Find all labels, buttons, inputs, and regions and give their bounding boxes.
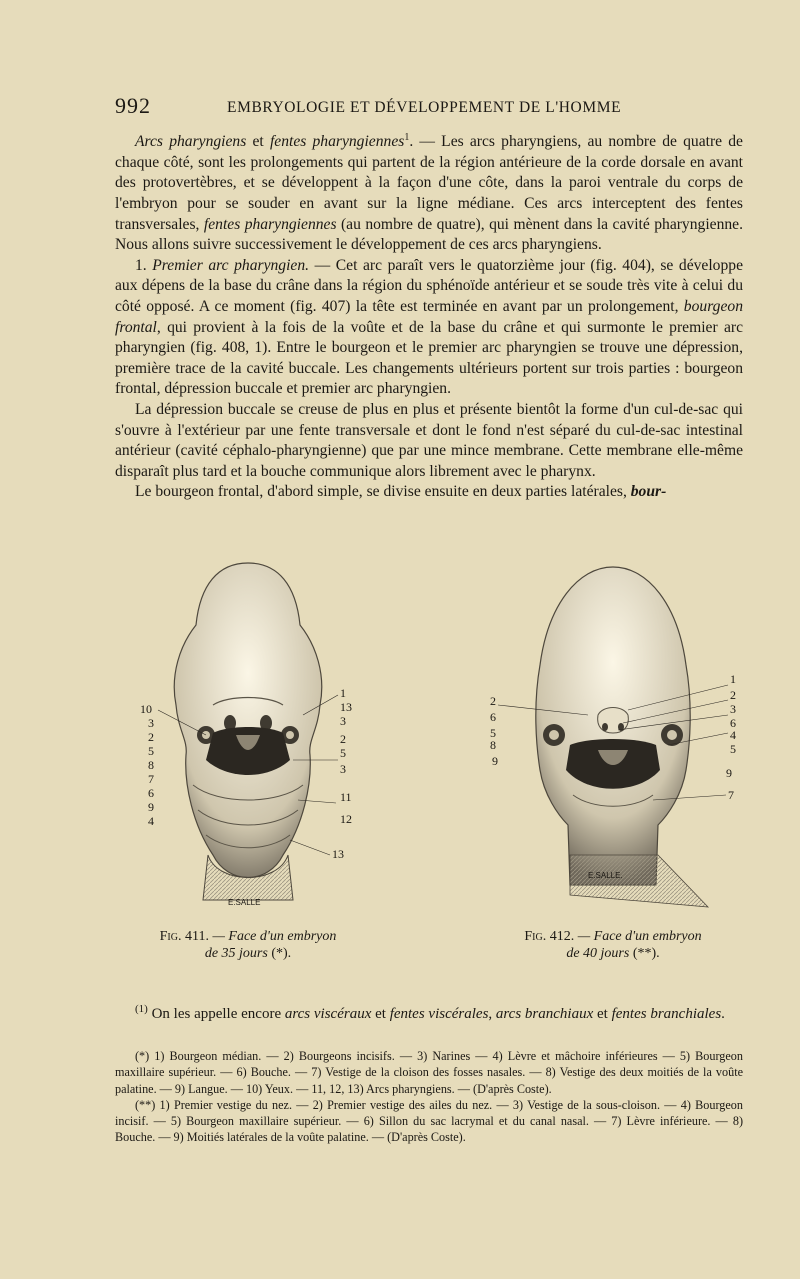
body-text (115, 128, 743, 503)
figure-label: 13 (332, 847, 344, 861)
figure-label: 6 (148, 786, 154, 800)
figure-label: 2 (340, 732, 346, 746)
caption-ref: (**). (629, 946, 660, 961)
figure-label: 2 (148, 730, 154, 744)
section-number: 1. (135, 256, 153, 274)
term-bour: bour- (630, 483, 667, 501)
figure-legends (115, 1048, 743, 1146)
term-fentes: fentes pharyngiennes (269, 133, 405, 151)
caption-text: de 35 jours (204, 946, 268, 961)
caption-ref: (*). (267, 946, 292, 961)
figure-label: 8 (490, 738, 496, 752)
text: (au nombre de quatre), qui mènent dans la cavité pharyngienne. Nous allons suivre successivement le développement de ces arcs pharyngiens. (115, 215, 743, 254)
figures-row (118, 555, 748, 975)
term: fentes viscérales (389, 1006, 489, 1022)
figure-label: 3 (340, 714, 346, 728)
text: , (488, 1006, 496, 1022)
term-fentes-2: fentes pharyngiennes (203, 215, 337, 233)
footnote-ref: 1 (404, 132, 410, 143)
page-number: 992 (115, 93, 151, 118)
figure-label: 10 (140, 702, 152, 716)
paragraph-arcs (115, 128, 743, 256)
figure-label: 2 (490, 694, 496, 708)
running-title: EMBRYOLOGIE ET DÉVELOPPEMENT DE L'HOMME (227, 99, 622, 116)
figure-label: 13 (340, 700, 352, 714)
caption-text: de 40 jours (566, 946, 630, 961)
figure-label: 1 (730, 672, 736, 686)
page-header (115, 93, 745, 121)
term: arcs viscéraux (284, 1006, 372, 1022)
figure-412 (478, 555, 748, 961)
figure-label: 12 (340, 812, 352, 826)
figure-label: 3 (148, 716, 154, 730)
term: arcs branchiaux (495, 1006, 594, 1022)
text: . (721, 1006, 725, 1022)
section-title: Premier arc pharyngien. (152, 256, 310, 274)
figure-label: 6 (730, 716, 736, 730)
figure-label: 5 (148, 744, 154, 758)
artist-signature: E.SALLE (228, 898, 261, 907)
term-arcs: Arcs pharyngiens (135, 133, 247, 151)
term-bourgeon-frontal: bourgeon frontal (115, 297, 743, 336)
text: et (593, 1006, 612, 1022)
figure-label: 4 (730, 728, 736, 742)
figure-label: 9 (726, 766, 732, 780)
figure-label: 9 (148, 800, 154, 814)
figure-label: 9 (492, 754, 498, 768)
legend-411: (*) 1) Bourgeon médian. — 2) Bourgeons incisifs. — 3) Narines — 4) Lèvre et mâchoire inférieures — 5) Bourgeon maxillaire supérieur. — 6) Bouche. — 7) Vestige de la cloison des fosses nasales. — 8) Vestige des deux moitiés de la voûte palatine. — 9) Langue. — 10) Yeux. — 11, 12, 13) Arcs pharyngiens. — (D'après Coste). (115, 1049, 743, 1096)
paragraph-depression: La dépression buccale se creuse de plus en plus et présente bientôt la forme d'un cul-de-sac qui s'ouvre à l'extérieur par une fente transversale et dont le fond n'est séparé du cul-de-sac intestinal antérieur (cavité céphalo-pharyngienne) que par une mince membrane. Cette membrane elle-même disparaît plus tard et la bouche communique alors librement avec le pharynx. (115, 400, 743, 480)
figure-number: Fig. 412. (524, 929, 575, 944)
figure-label: 1 (340, 686, 346, 700)
figure-label: 3 (340, 762, 346, 776)
paragraph-bourgeon (115, 482, 743, 503)
legend-412: (**) 1) Premier vestige du nez. — 2) Premier vestige des ailes du nez. — 3) Vestige de la sous-cloison. — 4) Bourgeon incisif. — 5) Bourgeon maxillaire supérieur. — 6) Sillon du sac lacrymal et du canal nasal. — 7) Lèvre inférieure. — 8) Bouche. — 9) Moitiés latérales de la voûte palatine. — (D'après Coste). (115, 1097, 743, 1145)
text: et (371, 1006, 390, 1022)
figure-412-caption (478, 928, 748, 962)
embryo-face-35-days-illustration (118, 555, 378, 925)
text: — Cet arc paraît vers le quatorzième jour (fig. 404), se développe aux dépens de la base du crâne dans la région du sphénoïde antérieur et se soude très vite à celui du côté opposé. A ce moment (fig. 407) la tête est terminée en avant par un prolongement, (115, 256, 743, 315)
figure-label: 4 (148, 814, 154, 828)
figure-label: 3 (730, 702, 736, 716)
caption-text: — Face d'un embryon (574, 929, 702, 944)
figure-label: 7 (148, 772, 154, 786)
figure-label: 5 (340, 746, 346, 760)
text: . — Les arcs pharyngiens, au nombre de quatre de chaque côté, sont les prolongements qui partent de la région antérieure de la corde dorsale en avant des protovertèbres, et se développent à la façon d'une côte, dans la paroi ventrale du corps de l'embryon pour se souder en avant sur la ligne médiane. Ces arcs interceptent des fentes transversales, (115, 133, 743, 233)
figure-label: 5 (730, 742, 736, 756)
text: Le bourgeon frontal, d'abord simple, se divise ensuite en deux parties latérales, (135, 483, 631, 501)
figure-label: 7 (728, 788, 734, 802)
footnote-1 (115, 1000, 743, 1024)
term: fentes branchiales (611, 1006, 722, 1022)
text: On les appelle encore (147, 1006, 285, 1022)
text: et (246, 133, 270, 151)
caption-text: — Face d'un embryon (208, 929, 337, 944)
figure-label: 5 (490, 726, 496, 740)
paragraph-premier-arc (115, 256, 743, 400)
figure-label: 6 (490, 710, 496, 724)
artist-signature: E.SALLE. (588, 871, 623, 880)
figure-411 (118, 555, 378, 961)
figure-number: Fig. 411. (159, 929, 209, 944)
footnote-mark: (1) (135, 1003, 148, 1015)
figure-label: 2 (730, 688, 736, 702)
embryo-face-40-days-illustration (478, 555, 748, 925)
figure-label: 8 (148, 758, 154, 772)
figure-label: 11 (340, 790, 352, 804)
text: , qui provient à la fois de la voûte et de la base du crâne et qui surmonte le premier arc pharyngien (fig. 408, 1). Entre le bourgeon et le premier arc pharyngien se trouve une dépression, première trace de la cavité buccale. Les changements ultérieurs portent sur trois parties : bourgeon frontal, dépression buccale et premier arc pharyngien. (115, 318, 743, 398)
figure-411-caption (118, 928, 378, 962)
